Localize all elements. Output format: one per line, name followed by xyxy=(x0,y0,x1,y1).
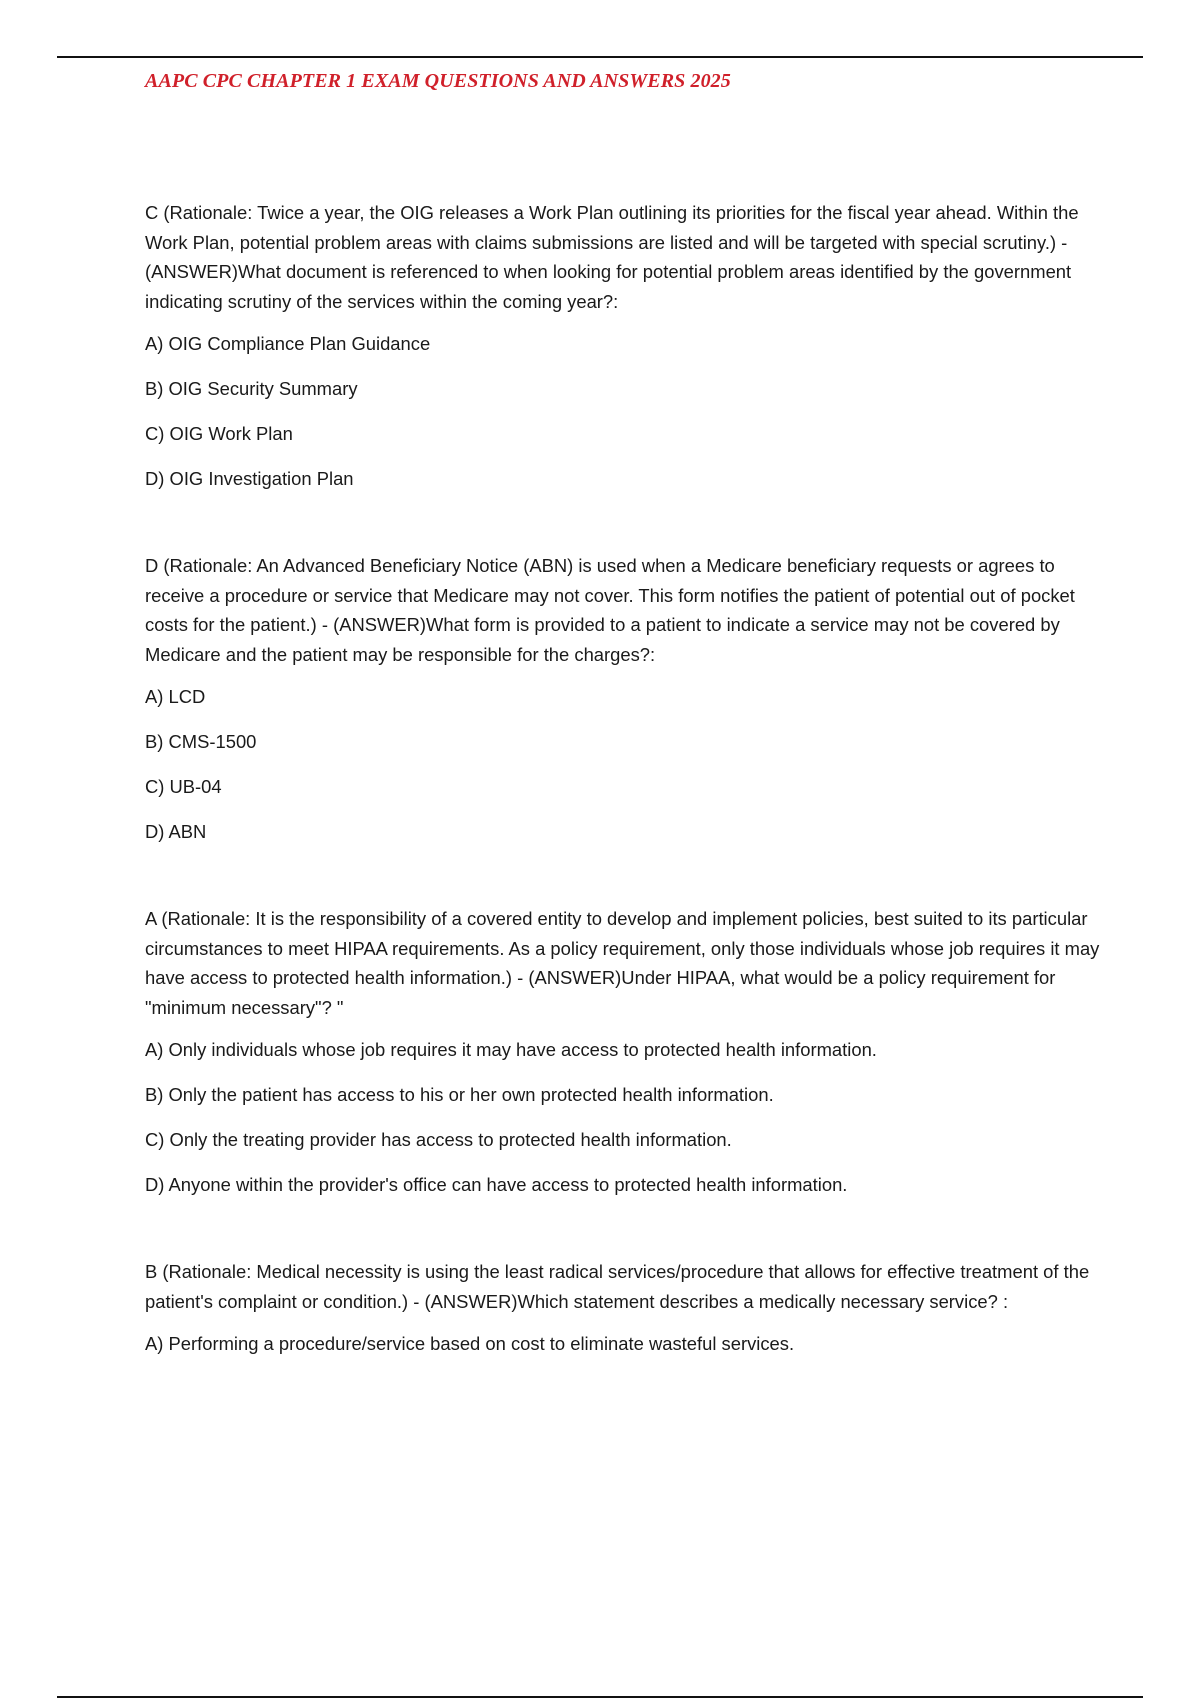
question-stem: B (Rationale: Medical necessity is using the least radical services/procedure that allows for effective treatment of the patient's complaint or condition.) - (ANSWER)Which statement describes a medically necessary service? : xyxy=(145,1261,1090,1312)
answer-option: C) OIG Work Plan xyxy=(145,423,293,444)
question-stem: A (Rationale: It is the responsibility of a covered entity to develop and implement policies, best suited to its particular circumstances to meet HIPAA requirements. As a policy requirement, only those individuals whose job requires it may have access to protected health information.) - (ANSWER)Under HIPAA, what would be a policy requirement for "minimum necessary"? " xyxy=(145,908,1100,1018)
question-3 xyxy=(145,904,1105,1199)
question-list xyxy=(145,198,1105,1375)
answer-option: C) UB-04 xyxy=(145,776,222,797)
question-2 xyxy=(145,551,1105,846)
answer-option: C) Only the treating provider has access to protected health information. xyxy=(145,1129,732,1150)
question-1 xyxy=(145,198,1105,493)
answer-option: D) ABN xyxy=(145,821,207,842)
bottom-rule xyxy=(57,1696,1143,1698)
answer-option: D) OIG Investigation Plan xyxy=(145,468,354,489)
page-title: AAPC CPC CHAPTER 1 EXAM QUESTIONS AND ANSWERS 2025 xyxy=(145,70,731,92)
question-stem: C (Rationale: Twice a year, the OIG releases a Work Plan outlining its priorities for the fiscal year ahead. Within the Work Plan, potential problem areas with claims submissions are listed and will be targeted with special scrutiny.) - (ANSWER)What document is referenced to when looking for potential problem areas identified by the government indicating scrutiny of the services within the coming year?: xyxy=(145,202,1079,312)
answer-option: A) LCD xyxy=(145,686,206,707)
question-stem: D (Rationale: An Advanced Beneficiary Notice (ABN) is used when a Medicare beneficiary requests or agrees to receive a procedure or service that Medicare may not cover. This form notifies the patient of potential out of pocket costs for the patient.) - (ANSWER)What form is provided to a patient to indicate a service may not be covered by Medicare and the patient may be responsible for the charges?: xyxy=(145,555,1075,665)
answer-option: B) CMS-1500 xyxy=(145,731,257,752)
answer-option: B) Only the patient has access to his or her own protected health information. xyxy=(145,1084,774,1105)
top-rule xyxy=(57,56,1143,58)
answer-option: A) OIG Compliance Plan Guidance xyxy=(145,333,431,354)
answer-option: A) Performing a procedure/service based on cost to eliminate wasteful services. xyxy=(145,1333,795,1354)
question-4 xyxy=(145,1257,1105,1358)
answer-option: B) OIG Security Summary xyxy=(145,378,358,399)
answer-option: D) Anyone within the provider's office can have access to protected health information. xyxy=(145,1174,848,1195)
answer-option: A) Only individuals whose job requires it may have access to protected health information. xyxy=(145,1039,877,1060)
